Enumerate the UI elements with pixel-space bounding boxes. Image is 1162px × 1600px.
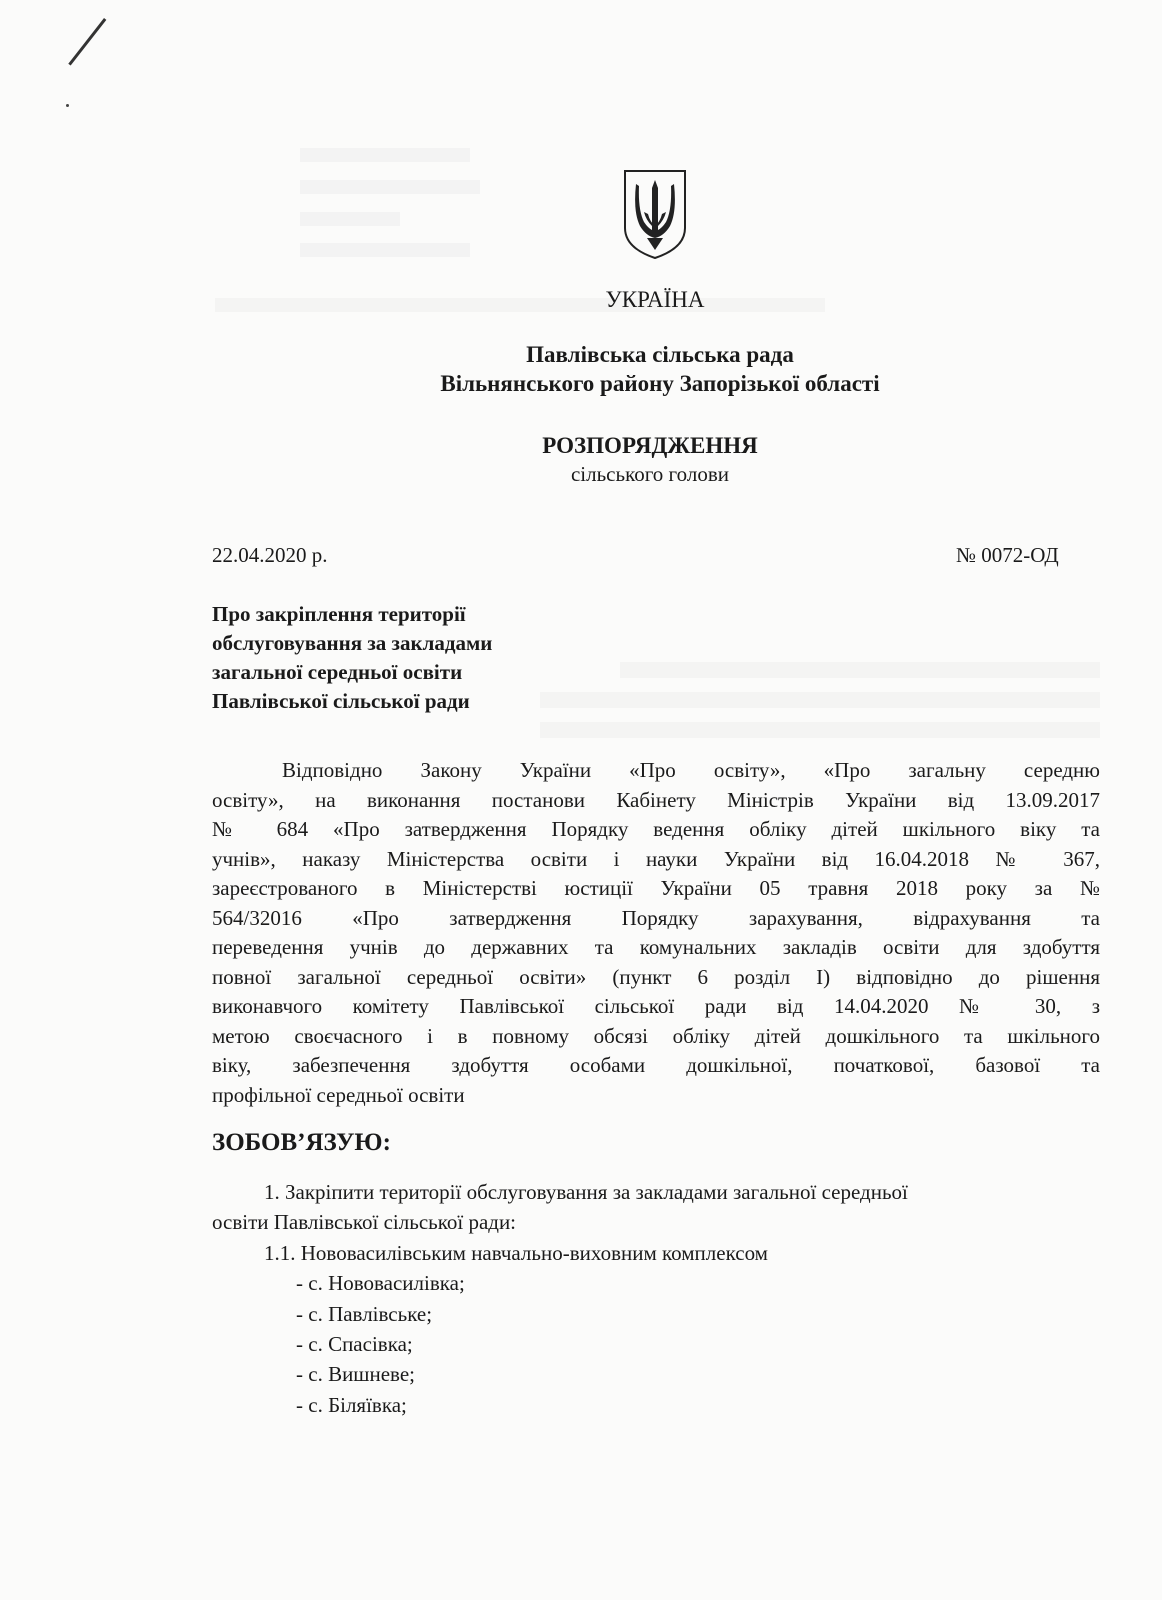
document-number: № 0072-ОД [956, 543, 1059, 567]
document-type: РОЗПОРЯДЖЕННЯ [542, 433, 758, 458]
country-title: УКРАЇНА [605, 287, 705, 312]
preamble-line: 564/32016 «Про затвердження Порядку зарахування, відрахування та [212, 905, 1100, 930]
bleed-through-artifact [620, 662, 1100, 678]
village-list-item: - с. Нововасилівка; [296, 1271, 465, 1295]
bleed-through-artifact [300, 212, 400, 226]
village-list-item: - с. Вишневе; [296, 1362, 415, 1386]
preamble-line: Відповідно Закону України «Про освіту», «Про загальну середню [282, 758, 1100, 782]
village-list-item: - с. Павлівське; [296, 1302, 433, 1326]
preamble-line: № 684 «Про затвердження Порядку ведення обліку дітей шкільного віку та [212, 817, 1100, 841]
subject-line: обслуговування за закладами [212, 631, 493, 655]
village-list-item: - с. Спасівка; [296, 1332, 413, 1356]
speck [66, 104, 69, 107]
preamble-paragraph [212, 756, 1100, 1110]
preamble-line: профільної середньої освіти [212, 1082, 465, 1107]
item-1-line: 1. Закріпити території обслуговування за закладами загальної середньої [264, 1180, 908, 1204]
village-list-item: - с. Біляївка; [296, 1393, 407, 1417]
bleed-through-artifact [300, 180, 480, 194]
preamble-line: учнів», наказу Міністерства освіти і науки України від 16.04.2018 № 367, [212, 846, 1100, 871]
directive-heading: ЗОБОВ’ЯЗУЮ: [212, 1129, 391, 1156]
bleed-through-artifact [540, 692, 1100, 708]
bleed-through-artifact [300, 243, 470, 257]
document-date: 22.04.2020 р. [212, 543, 328, 567]
preamble-line: переведення учнів до державних та комунальних закладів освіти для здобуття [212, 935, 1100, 959]
district-name: Вільнянського району Запорізької області [440, 371, 880, 396]
item-1-1: 1.1. Нововасилівським навчально-виховним комплексом [264, 1241, 768, 1265]
subject-line: загальної середньої освіти [212, 660, 463, 684]
preamble-line: віку, забезпечення здобуття особами дошкільної, початкової, базової та [212, 1053, 1100, 1077]
item-1-line: освіти Павлівської сільської ради: [212, 1210, 517, 1234]
document-subtype: сільського голови [570, 462, 730, 486]
preamble-line: зареєстрованого в Міністерстві юстиції України 05 травня 2018 року за № [212, 876, 1100, 900]
preamble-line: метою своєчасного і в повному обсязі обліку дітей дошкільного та шкільного [212, 1023, 1100, 1048]
preamble-line: освіту», на виконання постанови Кабінету Міністрів України від 13.09.2017 [212, 787, 1100, 812]
trident-emblem-icon [622, 168, 688, 260]
preamble-line: виконавчого комітету Павлівської сільської ради від 14.04.2020 № 30, з [212, 994, 1100, 1018]
preamble-line: повної загальної середньої освіти» (пункт 6 розділ I) відповідно до рішення [212, 964, 1100, 989]
bleed-through-artifact [540, 722, 1100, 738]
pen-stroke [68, 18, 106, 66]
subject-line: Про закріплення території [212, 602, 466, 626]
council-name: Павлівська сільська рада [526, 342, 794, 367]
subject-line: Павлівської сільської ради [212, 689, 470, 713]
bleed-through-artifact [300, 148, 470, 162]
